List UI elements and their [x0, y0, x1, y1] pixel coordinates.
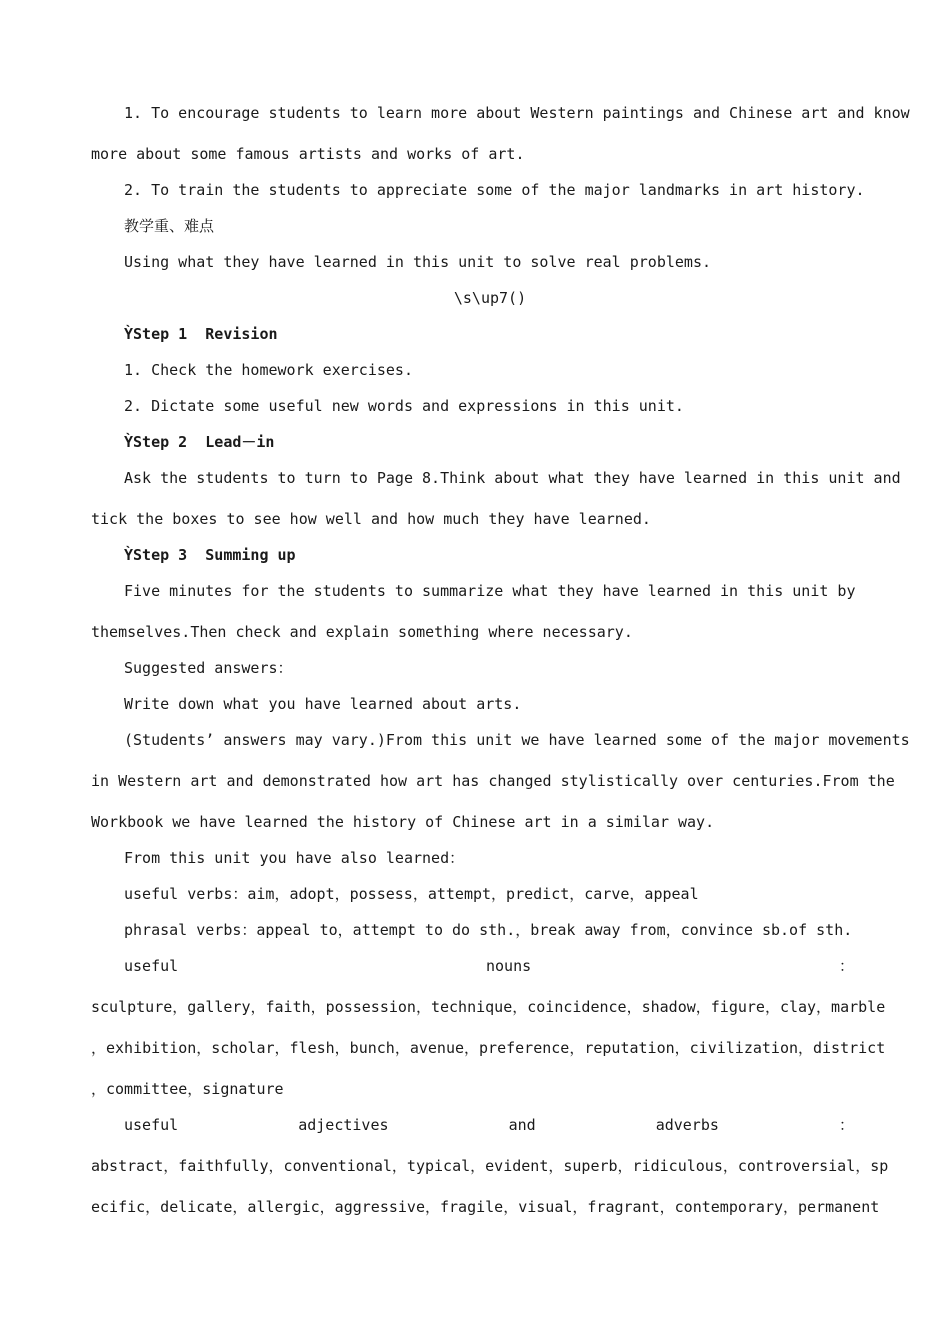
- phrasal-verbs-line: phrasal verbs：appeal to，attempt to do sth.，break away from，convince sb.of sth.: [124, 921, 853, 939]
- step-3-title: Step 3 Summing up: [133, 546, 296, 564]
- objective-1-line-2: more about some famous artists and works of art.: [91, 145, 525, 163]
- nouns-line-2: sculpture，gallery，faith，possession，technique，coincidence，shadow，figure，clay，marble: [91, 998, 886, 1016]
- write-down-text: Write down what you have learned about arts.: [124, 695, 522, 713]
- step-1-title: Step 1 Revision: [133, 325, 278, 343]
- step-3-heading: [124, 545, 296, 565]
- step-2-line-1: Ask the students to turn to Page 8.Think about what they have learned in this unit and: [124, 469, 901, 487]
- adj-word-and: and: [508, 1116, 536, 1134]
- step-2-title: Step 2 Lead－in: [133, 433, 275, 451]
- step-2-marker: Ỳ: [124, 433, 134, 451]
- step-1-item-1: 1. Check the homework exercises.: [124, 361, 413, 379]
- formula-marker: \s\up7(): [453, 289, 527, 307]
- also-learned-text: From this unit you have also learned：: [124, 849, 465, 867]
- step-2-line-2: tick the boxes to see how well and how much they have learned.: [91, 510, 651, 528]
- summary-para-line-3: Workbook we have learned the history of Chinese art in a similar way.: [91, 813, 715, 831]
- summary-para-line-1: (Students’ answers may vary.)From this unit we have learned some of the major movements: [124, 731, 910, 749]
- step-1-heading: [124, 324, 278, 344]
- nouns-word-useful: useful: [124, 957, 179, 975]
- useful-nouns-heading: [124, 956, 854, 976]
- step-1-item-2: 2. Dictate some useful new words and expressions in this unit.: [124, 397, 684, 415]
- nouns-line-4: ，committee，signature: [91, 1080, 284, 1098]
- adjectives-line-3: ecific，delicate，allergic，aggressive，fragile，visual，fragrant，contemporary，permanent: [91, 1198, 880, 1216]
- nouns-word-nouns: nouns: [486, 957, 532, 975]
- adj-colon: ：: [838, 1116, 854, 1134]
- useful-adjectives-heading: [124, 1115, 854, 1135]
- suggested-answers-label: Suggested answers：: [124, 659, 293, 677]
- key-points-text: Using what they have learned in this unit to solve real problems.: [124, 253, 711, 271]
- nouns-line-3: ，exhibition，scholar，flesh，bunch，avenue，preference，reputation，civilization，district: [91, 1039, 886, 1057]
- step-2-heading: [124, 432, 274, 452]
- adjectives-line-2: abstract，faithfully，conventional，typical，evident，superb，ridiculous，controversial，sp: [91, 1157, 889, 1175]
- nouns-colon: ：: [838, 957, 854, 975]
- step-3-line-2: themselves.Then check and explain something where necessary.: [91, 623, 633, 641]
- objective-2: 2. To train the students to appreciate some of the major landmarks in art history.: [124, 181, 865, 199]
- adj-word-useful: useful: [124, 1116, 179, 1134]
- step-1-marker: Ỳ: [124, 325, 134, 343]
- step-3-marker: Ỳ: [124, 546, 134, 564]
- useful-verbs-line: useful verbs：aim，adopt，possess，attempt，predict，carve，appeal: [124, 885, 699, 903]
- step-3-line-1: Five minutes for the students to summarize what they have learned in this unit by: [124, 582, 856, 600]
- summary-para-line-2: in Western art and demonstrated how art has changed stylistically over centuries.From the: [91, 772, 895, 790]
- adj-word-adjectives: adjectives: [298, 1116, 389, 1134]
- objective-1-line-1: 1. To encourage students to learn more about Western paintings and Chinese art and know: [124, 104, 910, 122]
- adj-word-adverbs: adverbs: [655, 1116, 719, 1134]
- key-points-heading: 教学重、难点: [124, 217, 215, 235]
